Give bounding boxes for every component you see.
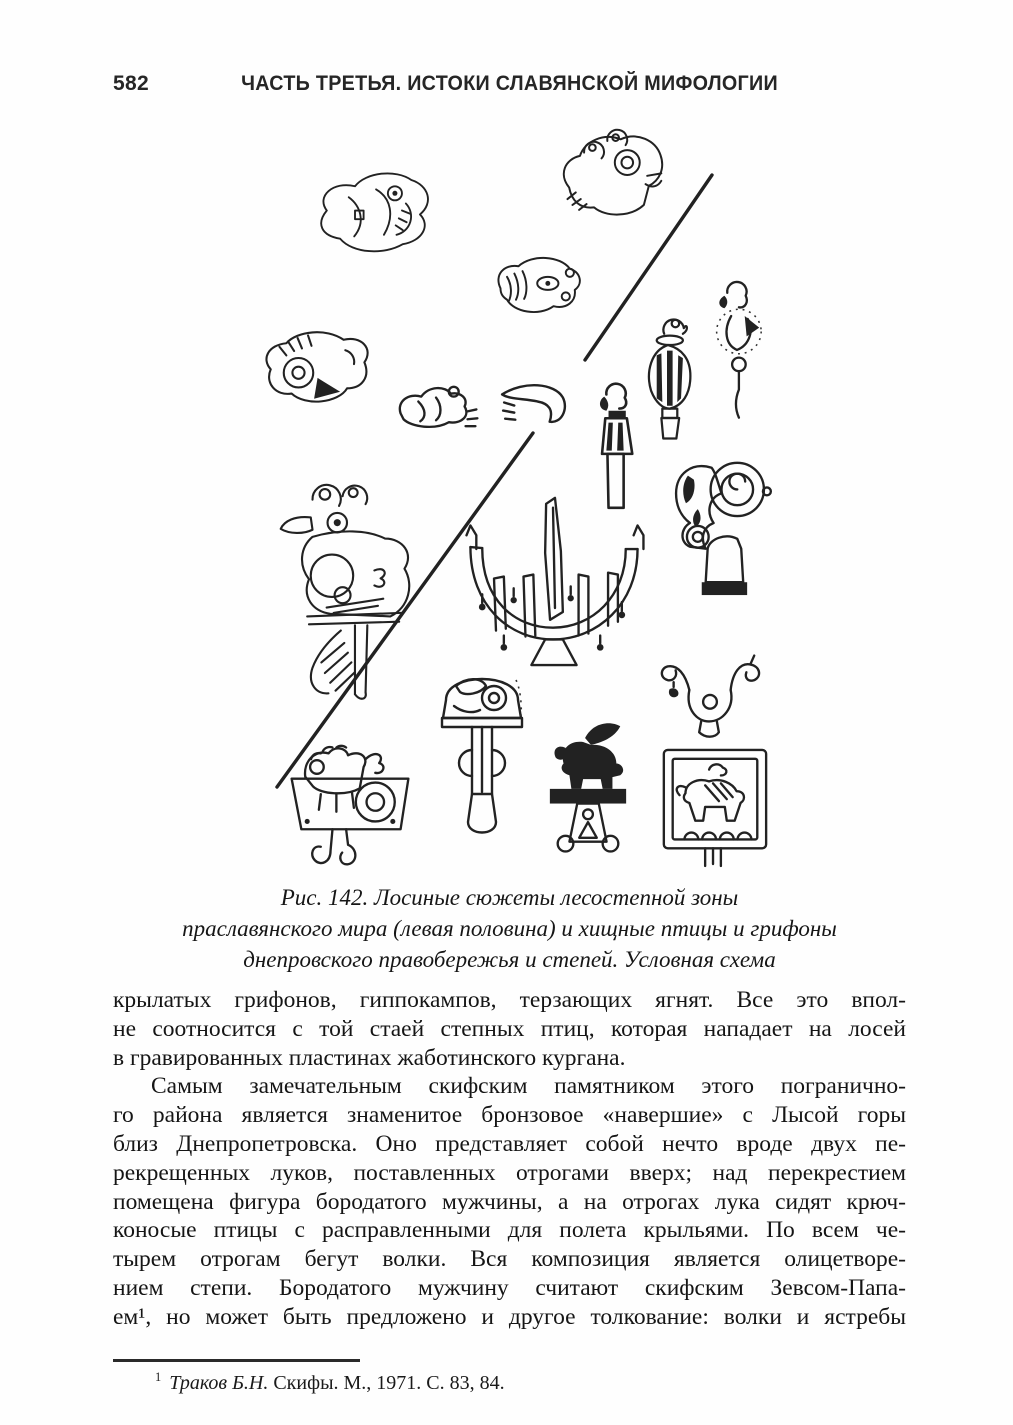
lion-plaque-pole-drawing (278, 736, 422, 868)
paragraph-1 (113, 986, 906, 1072)
recumbent-elk-figurine-drawing (303, 162, 443, 270)
text-line: близ Днепропетровска. Оно представляет собой нечто вроде двух пе- (113, 1130, 906, 1157)
elk-attacked-group-drawing (388, 372, 488, 436)
text-line: коносые птицы с расправленными для полета крыльями. По всем че- (113, 1217, 906, 1244)
square-horseman-plaque-drawing (654, 742, 774, 868)
winged-horse-pole-top-drawing (544, 712, 632, 855)
pole-top-bulb-drawing (638, 306, 696, 442)
text-line: го района является знаменитое бронзовое «навершие» с Лысой горы (113, 1102, 906, 1129)
paragraph-2 (113, 1072, 906, 1331)
running-head: ЧАСТЬ ТРЕТЬЯ. ИСТОКИ СЛАВЯНСКОЙ МИФОЛОГИИ (241, 72, 778, 95)
griffin-head-spiral-crest-drawing (668, 446, 772, 600)
figure-caption-line-3: днепровского правобережья и степей. Условная схема (243, 947, 776, 972)
text-line: не соотносится с той стаей степных птиц, которая нападает на лосей (113, 1015, 906, 1042)
footnote-text: Скифы. М., 1971. С. 83, 84. (273, 1372, 505, 1394)
footnote-rule (113, 1359, 360, 1362)
figure-caption (113, 882, 906, 975)
text-line: Самым замечательным скифским памятником этого погранично- (151, 1073, 906, 1100)
text-line: в гравированных пластинах жаботинского кургана. (113, 1044, 626, 1071)
figure-caption-line-2: праславянского мира (левая половина) и хищные птицы и грифоны (182, 916, 837, 941)
body-text (113, 986, 906, 1332)
footnote-author: Траков Б.Н. (169, 1372, 269, 1394)
text-line: крылатых грифонов, гиппокампов, терзающих ягнят. Все это впол- (113, 987, 906, 1013)
text-line: рекрещенных луков, поставленных отрогами вверх; над перекрестием (113, 1159, 906, 1186)
page-number: 582 (113, 72, 149, 95)
footnote (113, 1372, 906, 1395)
text-line: ем¹, но может быть предложено и другое толкование: волки и ястребы (113, 1303, 906, 1330)
standing-elk-on-pedestal-drawing (263, 448, 431, 730)
elk-head-small-drawing (485, 246, 587, 324)
two-headed-finial-drawing (652, 638, 768, 740)
lysaya-gora-finial-drawing (452, 492, 655, 667)
text-line: нием степи. Бородатого мужчину считают скифским Зевсом-Папа- (113, 1274, 906, 1301)
elk-head-left-drawing (243, 320, 380, 422)
raptor-beak-head-drawing (492, 374, 578, 430)
text-line: помещена фигура бородатого мужчины, а на отрогах лука сидят крюч- (113, 1188, 906, 1215)
small-dark-pole-top-drawing (590, 374, 640, 510)
elk-bull-head-drawing (548, 126, 670, 224)
bird-on-perch-drawing (706, 274, 766, 420)
text-line: тырем отрогам бегут волки. Вся композиция является олицетворе- (113, 1246, 906, 1273)
figure-caption-line-1: Рис. 142. Лосиные сюжеты лесостепной зоны (280, 885, 739, 910)
griffin-plaque-pole-drawing (436, 654, 528, 842)
footnote-marker: 1 (155, 1370, 162, 1385)
